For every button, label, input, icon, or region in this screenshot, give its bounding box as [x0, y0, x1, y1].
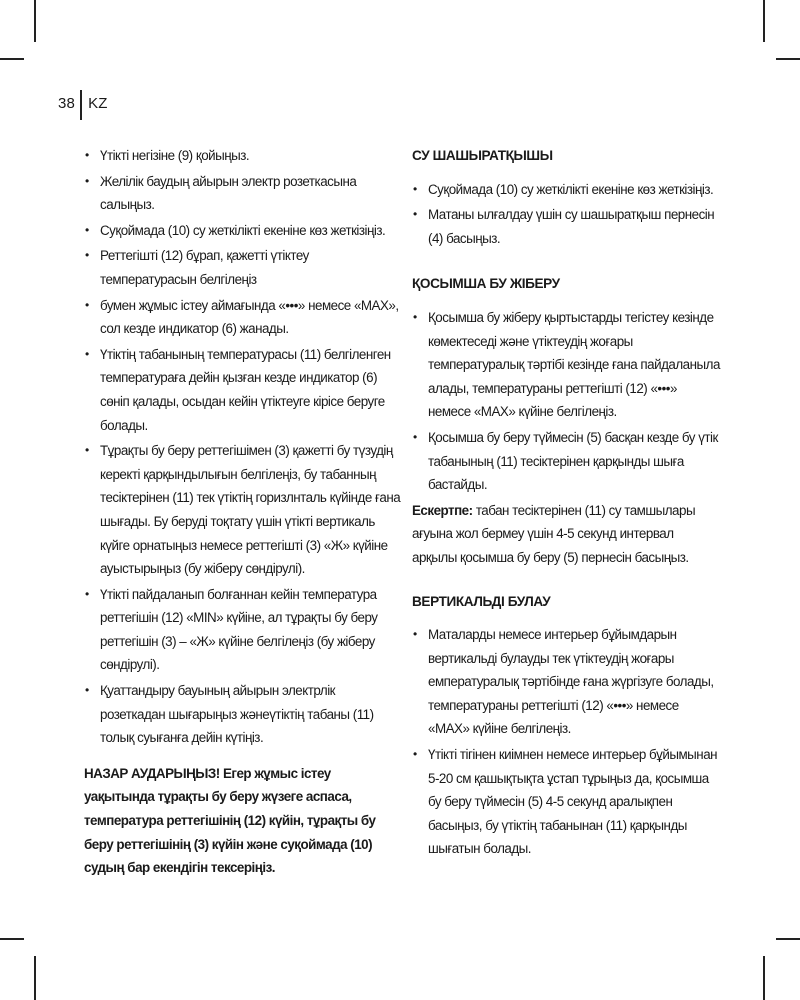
list-item: • Маталарды немесе интерьер бұйымдарын вертикальді булауды тек үтіктеудің жоғары емпературалық тәртібінде ғана жүргізуге болады, температураны реттегішті (12) «•••» немесе «MAX» күйіне белгілеңіз. — [412, 623, 720, 741]
language-code: KZ — [88, 94, 108, 112]
crop-mark — [0, 58, 24, 60]
section-heading-vertical-steam: ВЕРТИКАЛЬДІ БУЛАУ — [412, 593, 551, 609]
instruction-list — [84, 144, 402, 750]
water-spray-list — [412, 178, 720, 251]
list-item: • Тұрақты бу беру реттегішімен (3) қажетті бу түзудің керекті қарқындылығын белгілеңіз, бу табанның тесіктерінен (11) тек үтіктің горизлнталь күйінде ғана шығады. Бу беруді тоқтату үшін үтікті вертикаль күйге орнатыңыз немесе реттегішті (3) «Ж» күйіне ауыстырыңыз (бу жіберу сөндірулі). — [84, 439, 402, 581]
crop-mark — [34, 0, 36, 42]
vertical-steam-list — [412, 623, 720, 861]
section-heading-steam-boost: ҚОСЫМША БУ ЖІБЕРУ — [412, 276, 560, 292]
list-item: • Үтікті пайдаланып болғаннан кейін температура реттегішін (12) «MIN» күйіне, ал тұрақты бу беру реттегішін (3) – «Ж» күйіне белгілеңіз (бу жіберу сөндірулі). — [84, 583, 402, 677]
crop-mark — [776, 938, 800, 940]
list-item: • Үтікті тігінен киімнен немесе интерьер бұйымынан 5-20 см қашықтықта ұстап тұрыңыз да, қосымша бу беру түймесін (5) 4-5 секунд аралықпен басыңыз, бу үтіктің табанынан (11) қарқынды шығатын болады. — [412, 743, 720, 861]
right-column — [412, 144, 720, 863]
list-item: • Үтікті негізіне (9) қойыңыз. — [84, 144, 402, 168]
list-item: • Желілік баудың айырын электр розеткасына салыңыз. — [84, 170, 402, 217]
list-item: • Қосымша бу жіберу қыртыстарды тегістеу кезінде көмектеседі және үтіктеудің жоғары температуралық тәртібі кезінде ғана пайдаланыла алады, температураны реттегішті (12) «•••» немесе «MAX» күйіне белгілеңіз. — [412, 306, 720, 424]
warning-text: НАЗАР АУДАРЫҢЫЗ! Егер жұмыс істеу уақытында тұрақты бу беру жүзеге аспаса, температура реттегішінің (12) күйін, тұрақты бу беру реттегішінің (3) күйін және суқоймада (10) судың бар екендігін тексеріңіз. — [84, 765, 376, 876]
page-number: 38 — [58, 94, 76, 112]
header-divider — [80, 90, 82, 120]
crop-mark — [763, 956, 765, 1000]
crop-mark — [34, 956, 36, 1000]
list-item: • бумен жұмыс істеу аймағында «•••» немесе «MAX», сол кезде индикатор (6) жанады. — [84, 294, 402, 341]
list-item: • Реттегішті (12) бұрап, қажетті үтіктеу температурасын белгілеңіз — [84, 244, 402, 291]
left-column — [84, 144, 402, 880]
note-text: табан тесіктерінен (11) су тамшылары ағуына жол бермеу үшін 4-5 секунд интервал арқылы қосымша бу беру (5) пернесін басыңыз. — [412, 502, 696, 565]
list-item: • Суқоймада (10) су жеткілікті екеніне көз жеткізіңіз. — [412, 178, 720, 202]
steam-boost-list — [412, 306, 720, 497]
crop-mark — [0, 938, 24, 940]
list-item: • Матаны ылғалдау үшін су шашыратқыш пернесін (4) басыңыз. — [412, 203, 720, 250]
section-heading-water-spray: СУ ШАШЫРАТҚЫШЫ — [412, 148, 553, 163]
list-item: • Үтіктің табанының температурасы (11) белгіленген температураға дейін қызған кезде индикатор (6) сөніп қалады, осыдан кейін үтіктеуге кірісе беруге болады. — [84, 343, 402, 437]
list-item: • Қуаттандыру бауының айырын электрлік розеткадан шығарыңыз жәнеүтіктің табаны (11) толық суығанға дейін күтіңіз. — [84, 679, 402, 750]
list-item: • Суқоймада (10) су жеткілікті екеніне көз жеткізіңіз. — [84, 219, 402, 243]
note-paragraph — [412, 499, 720, 570]
note-label: Ескертпе: — [412, 502, 473, 518]
crop-mark — [763, 0, 765, 42]
list-item: • Қосымша бу беру түймесін (5) басқан кезде бу үтік табанының (11) тесіктерінен қарқынды шыға бастайды. — [412, 426, 720, 497]
crop-mark — [776, 58, 800, 60]
page-header — [58, 92, 108, 114]
